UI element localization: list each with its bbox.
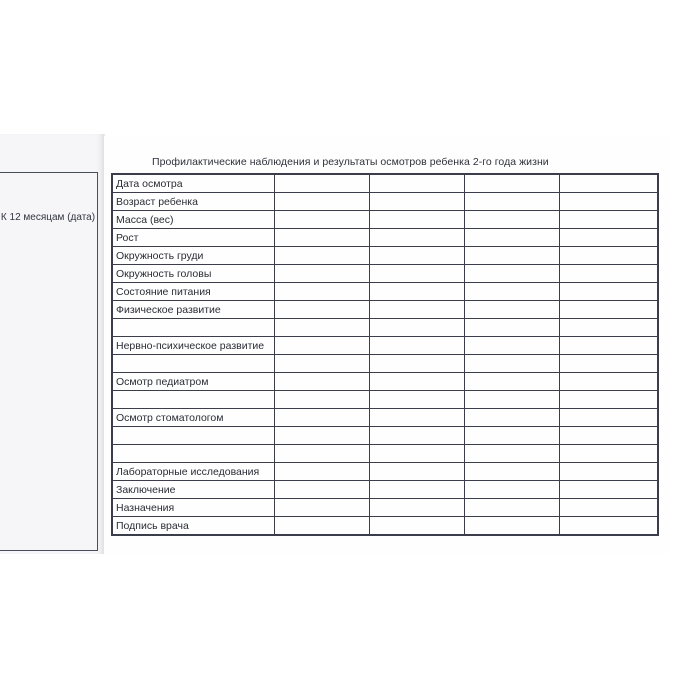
entry-cell — [560, 319, 658, 337]
entry-cell — [465, 319, 560, 337]
entry-cell — [370, 265, 465, 283]
entry-cell — [465, 499, 560, 517]
entry-cell — [560, 337, 658, 355]
row-label-empty — [113, 355, 275, 373]
row-label: Заключение — [113, 481, 275, 499]
observation-table-grid — [112, 174, 658, 535]
row-label: Осмотр стоматологом — [113, 409, 275, 427]
entry-cell — [465, 517, 560, 535]
entry-cell — [465, 175, 560, 193]
left-page-table-frame — [0, 172, 98, 551]
entry-cell — [370, 517, 465, 535]
table-row — [113, 175, 658, 193]
entry-cell — [560, 301, 658, 319]
row-label: Окружность головы — [113, 265, 275, 283]
row-label: Назначения — [113, 499, 275, 517]
entry-cell — [370, 301, 465, 319]
entry-cell — [275, 175, 370, 193]
entry-cell — [370, 247, 465, 265]
row-label-empty — [113, 445, 275, 463]
entry-cell — [560, 211, 658, 229]
entry-cell — [465, 427, 560, 445]
entry-cell — [560, 499, 658, 517]
entry-cell — [560, 175, 658, 193]
table-row — [113, 337, 658, 355]
table-row — [113, 391, 658, 409]
row-label: Лабораторные исследования — [113, 463, 275, 481]
table-row — [113, 373, 658, 391]
entry-cell — [560, 373, 658, 391]
entry-cell — [560, 193, 658, 211]
entry-cell — [275, 517, 370, 535]
entry-cell — [370, 211, 465, 229]
row-label-empty — [113, 319, 275, 337]
table-row — [113, 229, 658, 247]
entry-cell — [465, 211, 560, 229]
row-label: Состояние питания — [113, 283, 275, 301]
row-label-empty — [113, 391, 275, 409]
entry-cell — [275, 337, 370, 355]
entry-cell — [560, 445, 658, 463]
entry-cell — [465, 247, 560, 265]
entry-cell — [275, 409, 370, 427]
row-label: Дата осмотра — [113, 175, 275, 193]
entry-cell — [465, 463, 560, 481]
entry-cell — [275, 463, 370, 481]
observation-table — [111, 173, 659, 536]
entry-cell — [370, 355, 465, 373]
table-row — [113, 409, 658, 427]
entry-cell — [370, 445, 465, 463]
row-label: Подпись врача — [113, 517, 275, 535]
entry-cell — [275, 319, 370, 337]
table-row — [113, 445, 658, 463]
entry-cell — [465, 409, 560, 427]
entry-cell — [560, 391, 658, 409]
entry-cell — [275, 427, 370, 445]
entry-cell — [560, 427, 658, 445]
entry-cell — [370, 319, 465, 337]
entry-cell — [370, 283, 465, 301]
entry-cell — [370, 409, 465, 427]
entry-cell — [465, 355, 560, 373]
table-row — [113, 499, 658, 517]
entry-cell — [370, 499, 465, 517]
table-row — [113, 247, 658, 265]
table-row — [113, 463, 658, 481]
table-row — [113, 481, 658, 499]
entry-cell — [560, 481, 658, 499]
entry-cell — [560, 355, 658, 373]
entry-cell — [465, 391, 560, 409]
table-row — [113, 265, 658, 283]
form-caption: Профилактические наблюдения и результаты осмотров ребенка 2-го года жизни — [152, 156, 549, 168]
table-row — [113, 355, 658, 373]
entry-cell — [275, 373, 370, 391]
row-label: Масса (вес) — [113, 211, 275, 229]
row-label-empty — [113, 427, 275, 445]
entry-cell — [370, 175, 465, 193]
entry-cell — [275, 391, 370, 409]
entry-cell — [370, 481, 465, 499]
row-label: Рост — [113, 229, 275, 247]
entry-cell — [560, 229, 658, 247]
entry-cell — [370, 391, 465, 409]
table-row — [113, 319, 658, 337]
entry-cell — [560, 265, 658, 283]
row-label: Осмотр педиатром — [113, 373, 275, 391]
entry-cell — [465, 337, 560, 355]
entry-cell — [560, 463, 658, 481]
entry-cell — [465, 193, 560, 211]
entry-cell — [275, 355, 370, 373]
entry-cell — [275, 247, 370, 265]
entry-cell — [275, 481, 370, 499]
table-row — [113, 211, 658, 229]
entry-cell — [465, 283, 560, 301]
left-page-column-label: К 12 месяцам (дата) — [0, 212, 96, 223]
table-row — [113, 427, 658, 445]
entry-cell — [275, 193, 370, 211]
entry-cell — [465, 301, 560, 319]
entry-cell — [275, 283, 370, 301]
entry-cell — [275, 229, 370, 247]
entry-cell — [370, 193, 465, 211]
entry-cell — [370, 463, 465, 481]
entry-cell — [275, 445, 370, 463]
entry-cell — [465, 229, 560, 247]
entry-cell — [275, 499, 370, 517]
entry-cell — [275, 301, 370, 319]
entry-cell — [370, 337, 465, 355]
table-row — [113, 517, 658, 535]
entry-cell — [560, 283, 658, 301]
row-label: Нервно-психическое развитие — [113, 337, 275, 355]
row-label: Физическое развитие — [113, 301, 275, 319]
entry-cell — [560, 247, 658, 265]
row-label: Возраст ребенка — [113, 193, 275, 211]
table-row — [113, 301, 658, 319]
row-label: Окружность груди — [113, 247, 275, 265]
entry-cell — [370, 427, 465, 445]
entry-cell — [560, 409, 658, 427]
entry-cell — [370, 373, 465, 391]
entry-cell — [465, 481, 560, 499]
entry-cell — [370, 229, 465, 247]
entry-cell — [465, 265, 560, 283]
entry-cell — [465, 445, 560, 463]
entry-cell — [275, 265, 370, 283]
entry-cell — [275, 211, 370, 229]
entry-cell — [465, 373, 560, 391]
entry-cell — [560, 517, 658, 535]
table-row — [113, 193, 658, 211]
table-row — [113, 283, 658, 301]
